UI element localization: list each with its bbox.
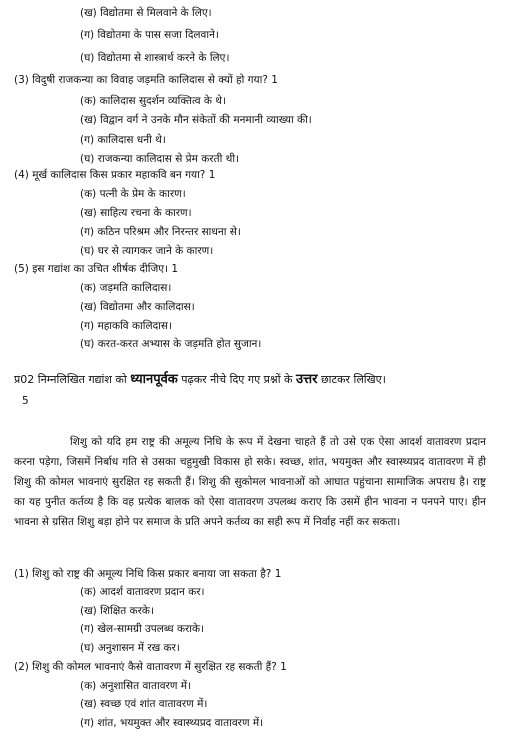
q3-option-kha: (ख) विद्वान वर्ग ने उनके मौन संकेतों की मनमानी व्याख्या की। (80, 114, 312, 126)
option-kha: (ख) विद्योतमा से मिलवाने के लिए। (80, 7, 212, 19)
q3-option-ka: (क) कालिदास सुदर्शन व्यक्तित्व के थे। (80, 95, 226, 107)
passage: शिशु को यदि हम राष्ट्र की अमूल्य निधि के रूप में देखना चाहते हैं तो उसे एक ऐसा आदर्श वातावरण प्रदान करना पड़ेगा, जिसमें निर्बाध गति से उसका चहुमुखी विकास हो सके। स्वच्छ, शांत, भयमुक्त और स्वास्थ्यप्रद वातावरण में ही शिशु की कोमल भावनाएं सुरक्षित रह सकती हैं। शिशु की सुकोमल भावनाओं को आघात पहुंचाना सामाजिक अपराध है। राष्ट्र का यह पुनीत कर्तव्य है कि वह प्रत्येक बालक को ऐसा वातावरण उपलब्ध कराए कि उसमें हीन भावना न पनपने पाए। हीन भावना से ग्रसित शिशु बड़ा होने पर समाज के प्रति अपने कर्तव्य का सही रूप में निर्वाह नहीं कर सकता। (14, 436, 486, 528)
heading-emphasis-2: उत्तर (296, 372, 318, 387)
q3-option-gha: (घ) राजकन्या कालिदास से प्रेम करती थी। (80, 153, 240, 165)
passage-question-1: (1) शिशु को राष्ट्र की अमूल्य निधि किस प्रकार बनाया जा सकता है? 1 (14, 568, 282, 580)
heading-emphasis-1: ध्यानपूर्वक (130, 372, 178, 387)
p2-option-ka: (क) अनुशासित वातावरण में। (80, 680, 192, 692)
p2-option-ga: (ग) शांत, भयमुक्त और स्वास्थ्यप्रद वातावरण में। (80, 717, 264, 729)
q3-option-ga: (ग) कालिदास धनी थे। (80, 134, 166, 146)
p1-option-gha: (घ) अनुशासन में रख कर। (80, 642, 180, 654)
passage-question-2: (2) शिशु की कोमल भावनाएं कैसे वातावरण में सुरक्षित रह सकती हैं? 1 (14, 661, 287, 673)
question-3: (3) विदुषी राजकन्या का विवाह जड़मति कालिदास से क्यों हो गया? 1 (14, 74, 278, 86)
option-gha: (घ) विद्योतमा से शास्त्रार्थ करने के लिए। (80, 52, 230, 64)
q5-option-ka: (क) जड़मति कालिदास। (80, 282, 172, 294)
question-4: (4) मूर्ख कालिदास किस प्रकार महाकवि बन गया? 1 (14, 169, 216, 181)
p2-option-kha: (ख) स्वच्छ एवं शांत वातावरण में। (80, 698, 208, 710)
q5-option-kha: (ख) विद्योतमा और कालिदास। (80, 301, 195, 313)
heading-prefix: प्र02 निम्नलिखित गद्यांश को (14, 373, 127, 386)
section-2-marks: 5 (22, 395, 29, 407)
heading-middle: पढ़कर नीचे दिए गए प्रश्नों के (181, 373, 293, 386)
q4-option-ka: (क) पत्नी के प्रेम के कारण। (80, 188, 186, 200)
q4-option-kha: (ख) साहित्य रचना के कारण। (80, 207, 192, 219)
q4-option-ga: (ग) कठिन परिश्रम और निरन्तर साधना से। (80, 226, 241, 238)
p1-option-ka: (क) आदर्श वातावरण प्रदान कर। (80, 586, 205, 598)
p1-option-kha: (ख) शिक्षित करके। (80, 605, 154, 617)
q5-option-ga: (ग) महाकवि कालिदास। (80, 320, 172, 332)
p1-option-ga: (ग) खेल-सामग्री उपलब्ध कराके। (80, 623, 205, 635)
q4-option-gha: (घ) घर से त्यागकर जाने के कारण। (80, 245, 214, 257)
q5-option-gha: (घ) करत-करत अभ्यास के जड़मति होत सुजान। (80, 338, 262, 350)
question-5: (5) इस गद्यांश का उचित शीर्षक दीजिए। 1 (14, 263, 179, 275)
option-ga: (ग) विद्योतमा के पास सजा दिलवाने। (80, 29, 219, 41)
section-2-heading (14, 370, 494, 390)
heading-suffix: छाटकर लिखिए। (320, 373, 386, 386)
